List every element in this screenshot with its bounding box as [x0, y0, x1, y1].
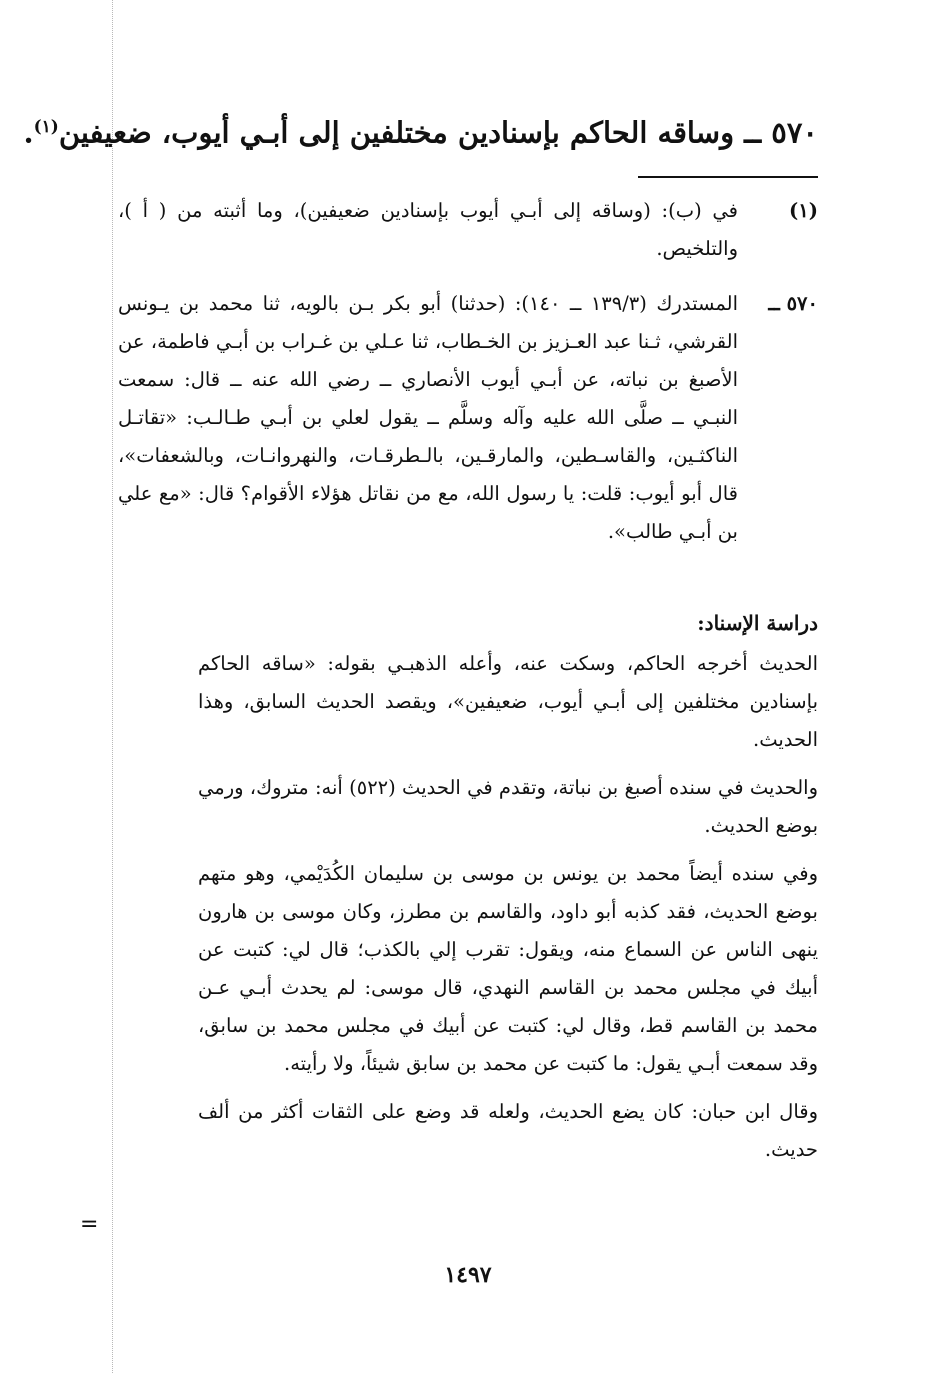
hadith-number: ٥٧٠ ــ: [768, 292, 818, 315]
continuation-mark: =: [80, 1212, 99, 1237]
hadith-heading: [23, 104, 818, 156]
footnote-separator: [638, 176, 818, 178]
hadith-text: المستدرك (١٣٩/٣ ــ ١٤٠): (حدثنا) أبو بكر بـن بالويه، ثنا محمد بن يـونس القرشي، ثـنا عبد العـزيز بن الخـطاب، ثنا عـلي بن غـراب بن أبـي فاطمة، عن الأصبغ بن نباته، عن أبـي أيوب الأنصاري ــ رضي الله عنه ــ قال: سمعت النبـي ــ صلَّى الله عليه وآله وسلَّم ــ يقول لعلي بن أبـي طـالـب: «تقاتـل الناكثـين، والقاسـطين، والمارقـين، بالـطرقـات، والنهروانـات، وبالشعفات»، قال أبو أيوب: قلت: يا رسول الله، مع من نقاتل هؤلاء الأقوام؟ قال: «مع علي بن أبـي طالب».: [118, 292, 738, 543]
hadith-source: [118, 285, 818, 551]
study-paragraph-1: الحديث أخرجه الحاكم، وسكت عنه، وأعله الذهبـي بقوله: «ساقه الحاكم بإسنادين مختلفين إلى أبـي أيوب، ضعيفين»، ويقصد الحديث السابق، وهذا الحديث.: [198, 652, 818, 751]
scan-margin-line: [112, 0, 113, 1373]
study-paragraph-4: وقال ابن حبان: كان يضع الحديث، ولعله قد وضع على الثقات أكثر من ألف حديث.: [198, 1100, 818, 1161]
study-paragraph-3: وفي سنده أيضاً محمد بن يونس بن موسى بن سليمان الكُدَيْمي، وهو متهم بوضع الحديث، فقد كذبه أبو داود، والقاسم بن مطرز، وكان موسى بن هارون ينهى الناس عن السماع منه، ويقول: تقرب إلي بالكذب؛ قال لي: كتبت عن أبيك في مجلس محمد بن القاسم النهدي، قال موسى: لم يحدث أبـي عـن محمد بن القاسم قط، وقال لي: كتبت عن أبيك في مجلس محمد بن سابق، وقد سمعت أبـي يقول: ما كتبت عن محمد بن سابق شيئاً، ولا رأيته.: [198, 862, 818, 1075]
study-title: دراسة الإسناد:: [697, 611, 818, 635]
isnad-study: [198, 605, 818, 1179]
heading-end: .: [23, 115, 34, 150]
heading-text: ٥٧٠ ــ وساقه الحاكم بإسنادين مختلفين إلى أبـي أيوب، ضعيفين: [58, 115, 818, 150]
footnote-number: (١): [789, 199, 818, 222]
footnote-text: في (ب): (وساقه إلى أبـي أيوب بإسنادين ضعيفين)، وما أثبته من ( أ )، والتلخيص.: [118, 199, 738, 260]
page-number: ١٤٩٧: [444, 1262, 492, 1288]
study-paragraph-2: والحديث في سنده أصبغ بن نباتة، وتقدم في الحديث (٥٢٢) أنه: متروك، ورمي بوضع الحديث.: [198, 776, 818, 837]
footnote: [118, 192, 818, 268]
heading-footnote-ref: (١): [33, 117, 59, 137]
